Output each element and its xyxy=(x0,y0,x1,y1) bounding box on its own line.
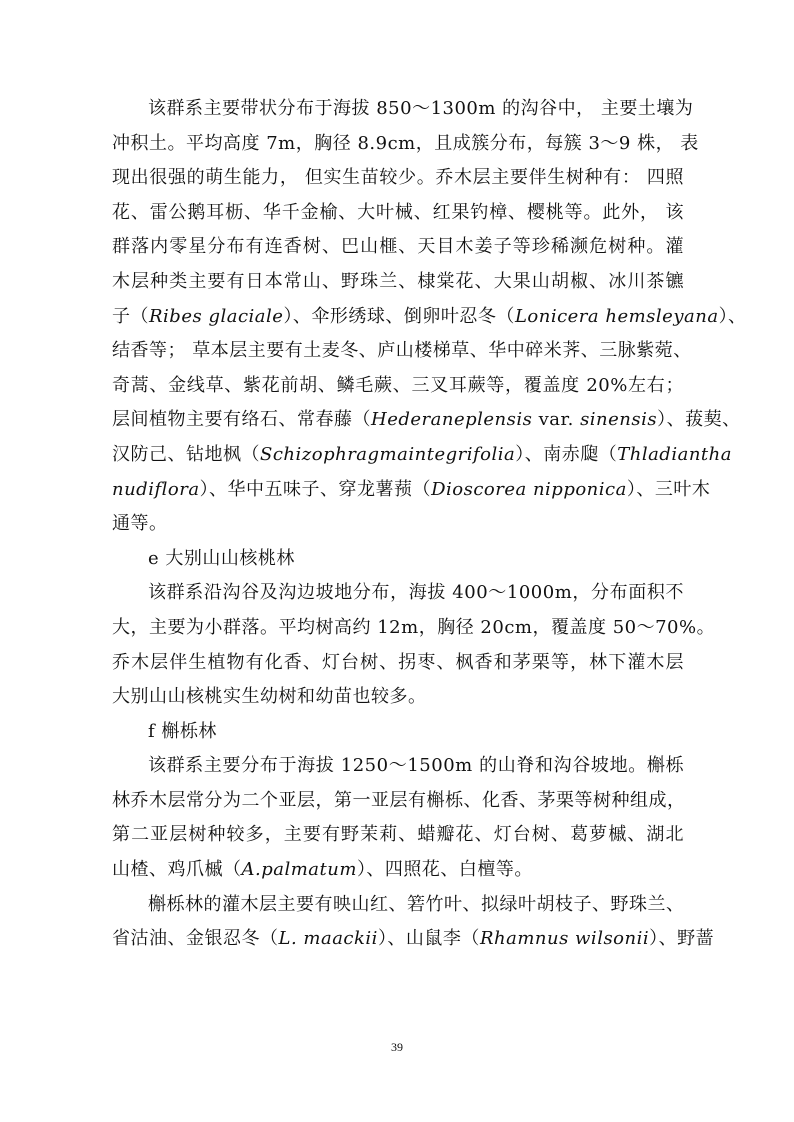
text-line: 槲栎林的灌木层主要有映山红、箬竹叶、拟绿叶胡枝子、野珠兰、 xyxy=(148,893,685,915)
text-line: 子（Ribes glaciale）、伞形绣球、倒卵叶忍冬（Lonicera hemsleyana）、 xyxy=(112,305,747,327)
text-line: nudiflora）、华中五味子、穿龙薯蓣（Dioscorea nipponica）、三叶木 xyxy=(112,478,711,500)
page-number: 39 xyxy=(391,1040,403,1054)
text-line: 现出很强的萌生能力， 但实生苗较少。乔木层主要伴生树种有： 四照 xyxy=(112,167,684,189)
text-line: 花、雷公鹅耳枥、华千金榆、大叶械、红果钓樟、樱桃等。此外， 该 xyxy=(112,201,684,223)
text-line: 木层种类主要有日本常山、野珠兰、棣棠花、大果山胡椒、冰川茶镳 xyxy=(112,270,684,292)
text-line: 冲积土。平均高度 7m，胸径 8.9cm，且成簇分布，每簇 3～9 株， 表 xyxy=(112,132,699,154)
text-line: 乔木层伴生植物有化香、灯台树、拐枣、枫香和茅栗等，林下灌木层 xyxy=(112,651,684,673)
text-line: 层间植物主要有络石、常春藤（Hederaneplensis var. sinensis）、菝葜、 xyxy=(112,409,741,431)
text-line: 通等。 xyxy=(112,513,168,535)
text-line: 结香等； 草本层主要有土麦冬、庐山楼梯草、华中碎米荠、三脉紫菀、 xyxy=(112,340,692,362)
section-heading: f 槲栎林 xyxy=(148,720,217,742)
text-line: 群落内零星分布有连香树、巴山榧、天目木姜子等珍稀濒危树种。灌 xyxy=(112,236,684,258)
body-text xyxy=(112,92,747,957)
text-line: 大别山山核桃实生幼树和幼苗也较多。 xyxy=(112,686,427,708)
text-line: 该群系主要分布于海拔 1250～1500m 的山脊和沟谷坡地。槲栎 xyxy=(148,755,684,777)
text-line: 省沽油、金银忍冬（L. maackii）、山鼠李（Rhamnus wilsonii）、野蔷 xyxy=(112,928,715,950)
text-line: 该群系沿沟谷及沟边坡地分布，海拔 400～1000m，分布面积不 xyxy=(148,582,684,604)
text-line: 该群系主要带状分布于海拔 850～1300m 的沟谷中， 主要土壤为 xyxy=(148,98,694,119)
text-line: 奇蒿、金线草、紫花前胡、鳞毛蕨、三叉耳蕨等，覆盖度 20%左右； xyxy=(112,374,684,396)
text-line: 汉防己、钻地枫（Schizophragmaintegrifolia）、南赤瓟（Thladiantha xyxy=(112,443,732,465)
section-heading: e 大别山山核桃林 xyxy=(148,547,295,569)
text-line: 第二亚层树种较多，主要有野茉莉、蜡瓣花、灯台树、葛萝槭、湖北 xyxy=(112,824,684,846)
text-line: 林乔木层常分为二个亚层，第一亚层有槲栎、化香、茅栗等树种组成， xyxy=(112,789,686,811)
text-line: 大，主要为小群落。平均树高约 12m，胸径 20cm，覆盖度 50～70%。 xyxy=(112,616,716,638)
text-line: 山楂、鸡爪槭（A.palmatum）、四照花、白檀等。 xyxy=(112,859,533,881)
